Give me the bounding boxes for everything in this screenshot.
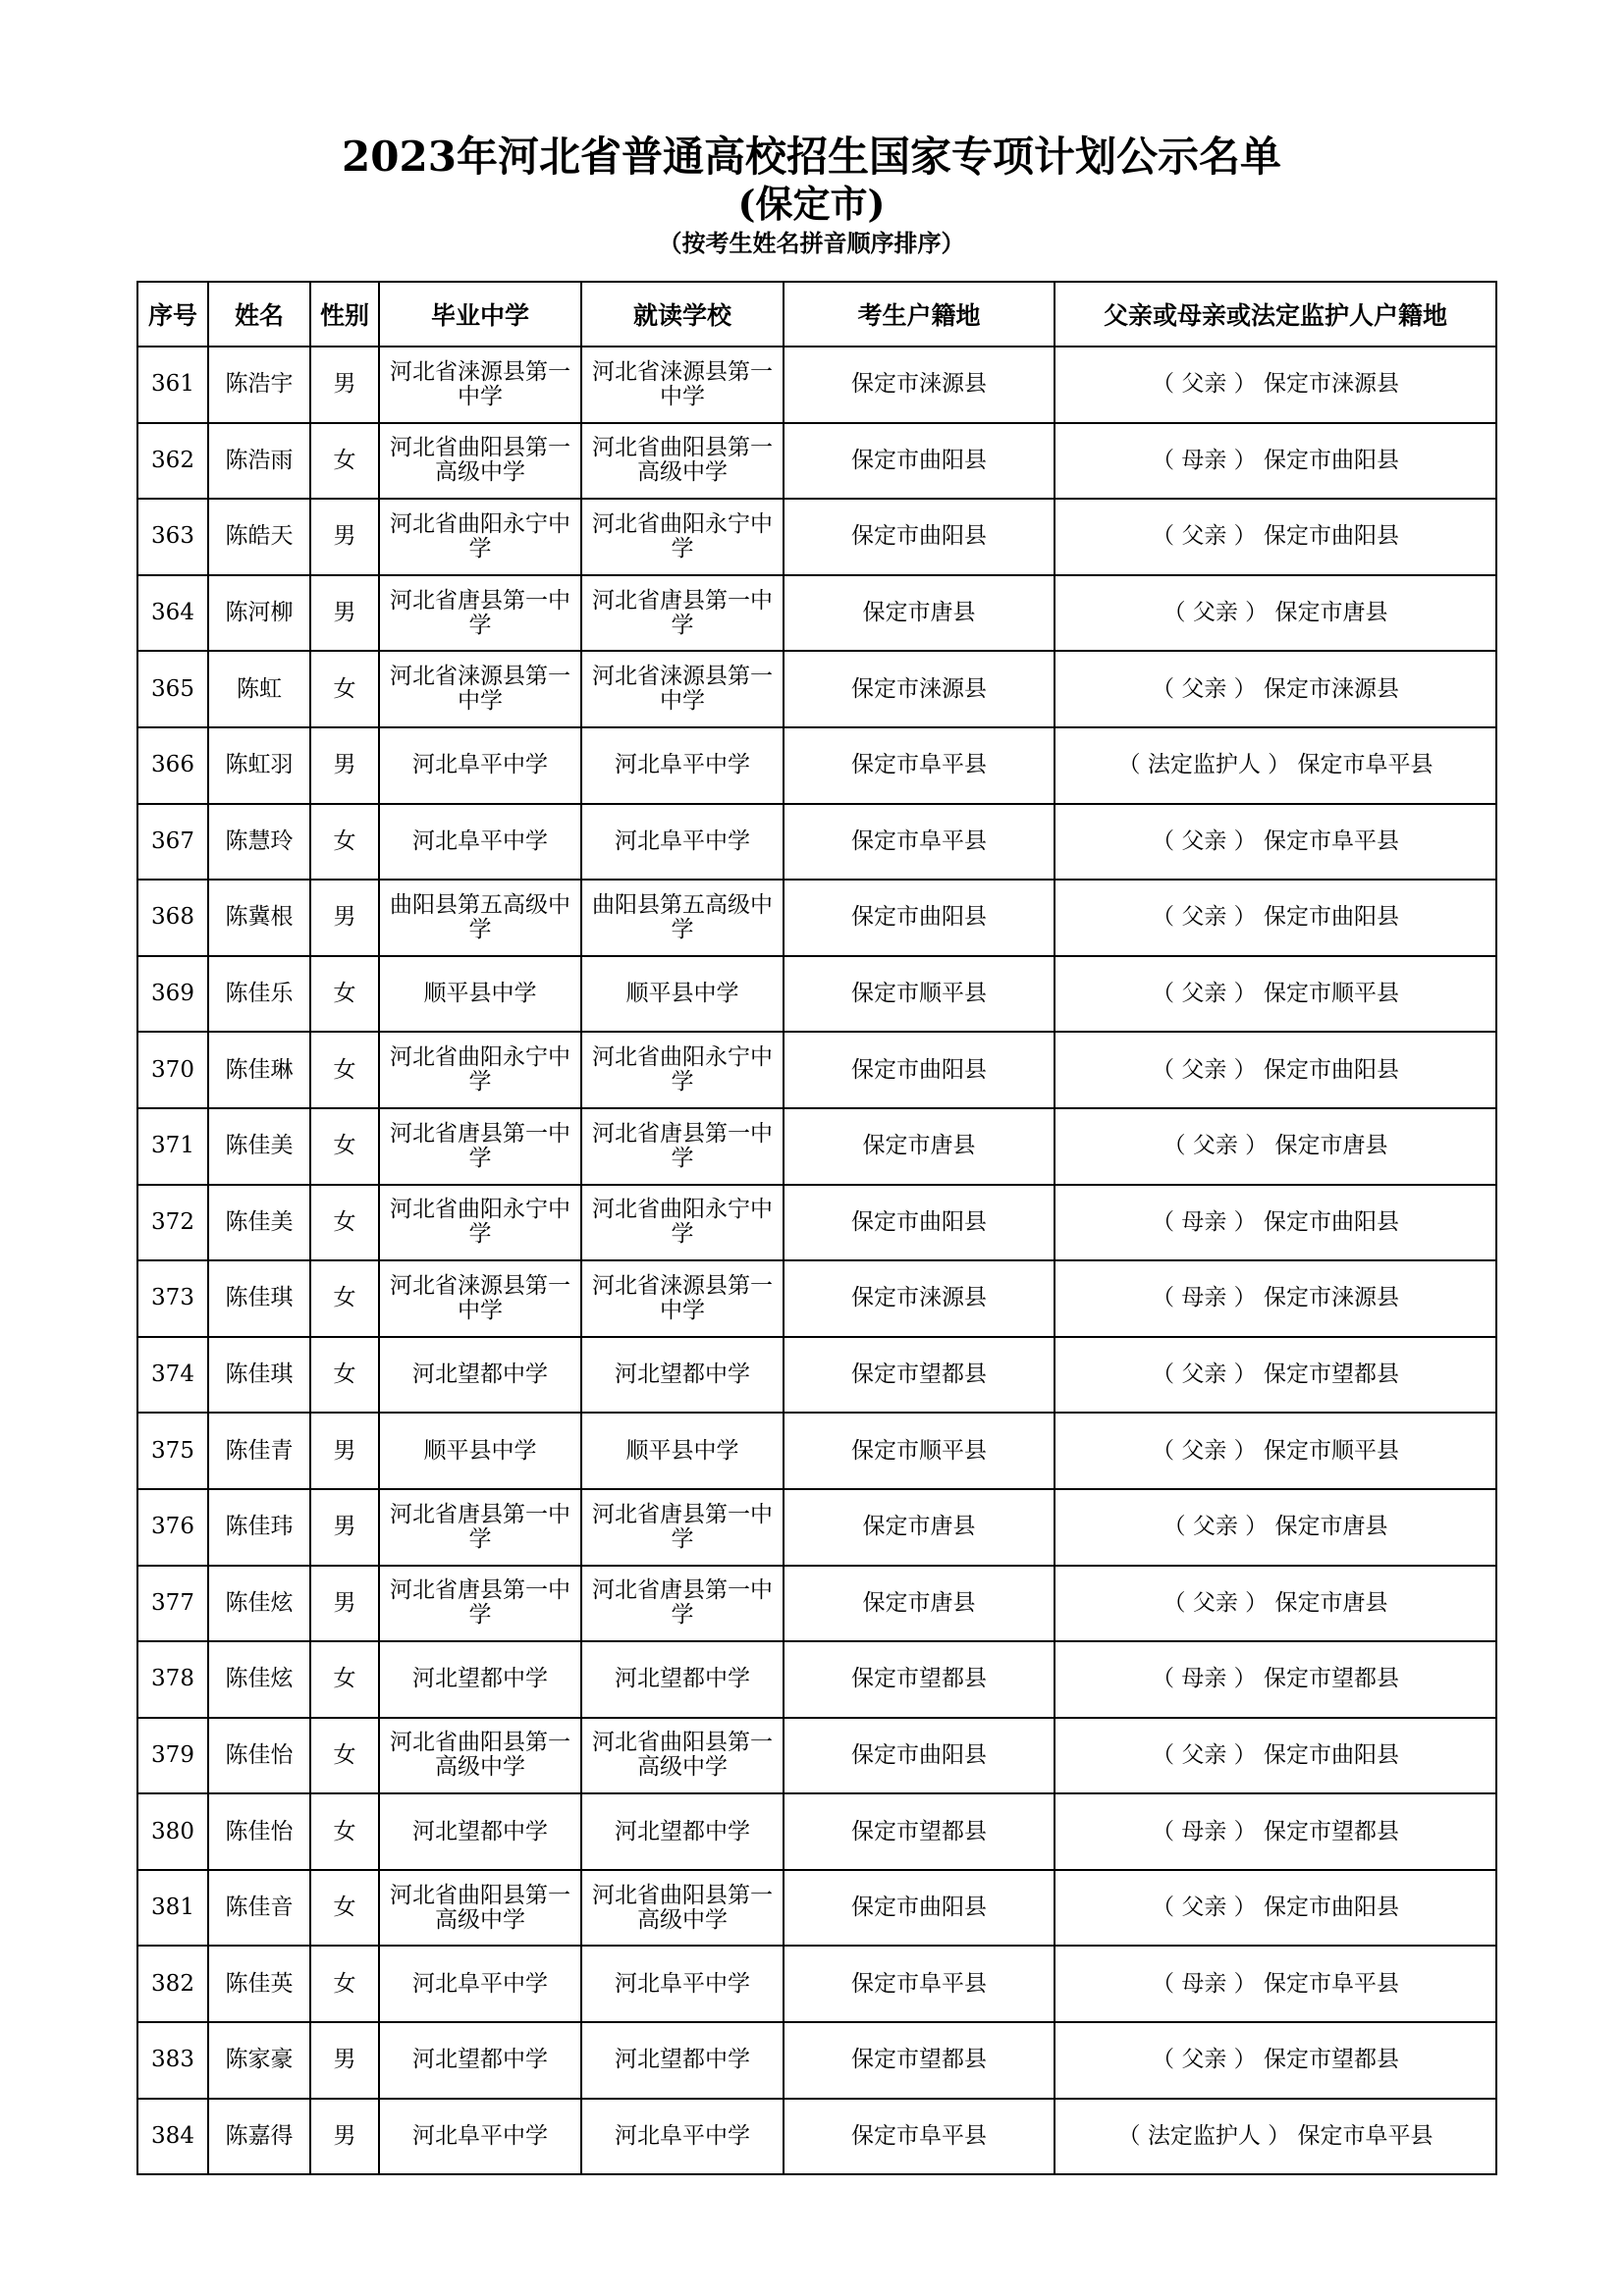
cell-serial: 379: [137, 1718, 208, 1794]
cell-graduation-school: 河北阜平中学: [379, 727, 581, 804]
cell-gender: 女: [310, 651, 379, 727]
table-row: [137, 1641, 1496, 1718]
cell-name: 陈佳玮: [208, 1489, 310, 1566]
cell-current-school: 曲阳县第五高级中学: [581, 880, 784, 956]
cell-guardian-hukou: （ 母亲 ） 保定市曲阳县: [1055, 423, 1496, 500]
cell-graduation-school: 河北省涞源县第一中学: [379, 347, 581, 423]
cell-gender: 男: [310, 575, 379, 652]
cell-serial: 373: [137, 1260, 208, 1337]
table-row: [137, 347, 1496, 423]
cell-serial: 371: [137, 1108, 208, 1185]
table-row: [137, 880, 1496, 956]
cell-guardian-hukou: （ 父亲 ） 保定市顺平县: [1055, 956, 1496, 1033]
cell-name: 陈冀根: [208, 880, 310, 956]
cell-student-hukou: 保定市望都县: [784, 1641, 1055, 1718]
cell-serial: 375: [137, 1413, 208, 1489]
cell-name: 陈佳怡: [208, 1793, 310, 1870]
cell-serial: 370: [137, 1032, 208, 1108]
cell-gender: 女: [310, 423, 379, 500]
table-row: [137, 1108, 1496, 1185]
cell-guardian-hukou: （ 父亲 ） 保定市涞源县: [1055, 347, 1496, 423]
cell-graduation-school: 河北省唐县第一中学: [379, 1566, 581, 1642]
cell-name: 陈佳乐: [208, 956, 310, 1033]
cell-current-school: 河北省唐县第一中学: [581, 1566, 784, 1642]
cell-name: 陈浩宇: [208, 347, 310, 423]
cell-graduation-school: 河北省涞源县第一中学: [379, 1260, 581, 1337]
cell-serial: 362: [137, 423, 208, 500]
roster-table: [136, 281, 1497, 2175]
cell-serial: 366: [137, 727, 208, 804]
cell-gender: 男: [310, 880, 379, 956]
header-guardian-hukou: 父亲或母亲或法定监护人户籍地: [1055, 282, 1496, 347]
table-row: [137, 1032, 1496, 1108]
cell-current-school: 河北阜平中学: [581, 727, 784, 804]
cell-current-school: 河北阜平中学: [581, 1946, 784, 2022]
cell-graduation-school: 河北省曲阳县第一高级中学: [379, 423, 581, 500]
cell-student-hukou: 保定市顺平县: [784, 1413, 1055, 1489]
cell-guardian-hukou: （ 母亲 ） 保定市涞源县: [1055, 1260, 1496, 1337]
table-row: [137, 575, 1496, 652]
cell-graduation-school: 河北省唐县第一中学: [379, 1108, 581, 1185]
cell-student-hukou: 保定市曲阳县: [784, 880, 1055, 956]
cell-gender: 女: [310, 1870, 379, 1947]
cell-student-hukou: 保定市曲阳县: [784, 1032, 1055, 1108]
cell-serial: 383: [137, 2022, 208, 2099]
table-row: [137, 2022, 1496, 2099]
table-row: [137, 499, 1496, 575]
cell-name: 陈嘉得: [208, 2099, 310, 2175]
cell-graduation-school: 河北省唐县第一中学: [379, 575, 581, 652]
cell-name: 陈佳美: [208, 1108, 310, 1185]
header-serial: 序号: [137, 282, 208, 347]
cell-gender: 女: [310, 1260, 379, 1337]
cell-name: 陈佳琳: [208, 1032, 310, 1108]
cell-graduation-school: 河北省曲阳县第一高级中学: [379, 1870, 581, 1947]
cell-serial: 381: [137, 1870, 208, 1947]
table-row: [137, 727, 1496, 804]
cell-current-school: 河北省涞源县第一中学: [581, 1260, 784, 1337]
table-row: [137, 1870, 1496, 1947]
cell-graduation-school: 河北省曲阳永宁中学: [379, 499, 581, 575]
cell-guardian-hukou: （ 父亲 ） 保定市望都县: [1055, 2022, 1496, 2099]
cell-graduation-school: 河北望都中学: [379, 2022, 581, 2099]
cell-graduation-school: 曲阳县第五高级中学: [379, 880, 581, 956]
table-row: [137, 1718, 1496, 1794]
cell-guardian-hukou: （ 父亲 ） 保定市唐县: [1055, 575, 1496, 652]
cell-serial: 365: [137, 651, 208, 727]
cell-serial: 374: [137, 1337, 208, 1414]
cell-serial: 363: [137, 499, 208, 575]
document-title: 2023年河北省普通高校招生国家专项计划公示名单: [342, 133, 1281, 181]
cell-graduation-school: 顺平县中学: [379, 956, 581, 1033]
header-name: 姓名: [208, 282, 310, 347]
cell-guardian-hukou: （ 父亲 ） 保定市望都县: [1055, 1337, 1496, 1414]
cell-name: 陈河柳: [208, 575, 310, 652]
cell-current-school: 河北望都中学: [581, 2022, 784, 2099]
cell-student-hukou: 保定市曲阳县: [784, 499, 1055, 575]
cell-graduation-school: 河北望都中学: [379, 1641, 581, 1718]
table-body: [137, 347, 1496, 2174]
cell-current-school: 河北省唐县第一中学: [581, 1489, 784, 1566]
table-row: [137, 1946, 1496, 2022]
cell-guardian-hukou: （ 父亲 ） 保定市曲阳县: [1055, 1032, 1496, 1108]
table-row: [137, 1185, 1496, 1261]
cell-serial: 368: [137, 880, 208, 956]
cell-gender: 女: [310, 1108, 379, 1185]
cell-gender: 男: [310, 727, 379, 804]
cell-guardian-hukou: （ 法定监护人 ） 保定市阜平县: [1055, 727, 1496, 804]
cell-current-school: 河北望都中学: [581, 1641, 784, 1718]
cell-student-hukou: 保定市曲阳县: [784, 1870, 1055, 1947]
cell-guardian-hukou: （ 父亲 ） 保定市曲阳县: [1055, 1718, 1496, 1794]
cell-gender: 男: [310, 347, 379, 423]
cell-student-hukou: 保定市唐县: [784, 1108, 1055, 1185]
cell-name: 陈家豪: [208, 2022, 310, 2099]
cell-current-school: 河北省曲阳县第一高级中学: [581, 1870, 784, 1947]
cell-serial: 372: [137, 1185, 208, 1261]
cell-serial: 361: [137, 347, 208, 423]
cell-name: 陈慧玲: [208, 804, 310, 881]
cell-name: 陈虹: [208, 651, 310, 727]
cell-graduation-school: 河北望都中学: [379, 1337, 581, 1414]
cell-current-school: 河北省涞源县第一中学: [581, 651, 784, 727]
cell-gender: 男: [310, 499, 379, 575]
cell-serial: 367: [137, 804, 208, 881]
cell-student-hukou: 保定市阜平县: [784, 727, 1055, 804]
cell-guardian-hukou: （ 母亲 ） 保定市曲阳县: [1055, 1185, 1496, 1261]
cell-guardian-hukou: （ 母亲 ） 保定市望都县: [1055, 1793, 1496, 1870]
cell-gender: 女: [310, 956, 379, 1033]
cell-gender: 女: [310, 804, 379, 881]
cell-name: 陈浩雨: [208, 423, 310, 500]
cell-name: 陈佳音: [208, 1870, 310, 1947]
cell-guardian-hukou: （ 父亲 ） 保定市涞源县: [1055, 651, 1496, 727]
cell-guardian-hukou: （ 父亲 ） 保定市曲阳县: [1055, 880, 1496, 956]
cell-serial: 378: [137, 1641, 208, 1718]
cell-graduation-school: 河北望都中学: [379, 1793, 581, 1870]
cell-gender: 男: [310, 1489, 379, 1566]
cell-guardian-hukou: （ 父亲 ） 保定市顺平县: [1055, 1413, 1496, 1489]
cell-student-hukou: 保定市涞源县: [784, 1260, 1055, 1337]
cell-gender: 女: [310, 1946, 379, 2022]
table-row: [137, 1413, 1496, 1489]
cell-gender: 女: [310, 1641, 379, 1718]
cell-name: 陈佳琪: [208, 1337, 310, 1414]
cell-current-school: 河北阜平中学: [581, 804, 784, 881]
cell-guardian-hukou: （ 父亲 ） 保定市唐县: [1055, 1108, 1496, 1185]
cell-current-school: 河北省曲阳永宁中学: [581, 1185, 784, 1261]
header-graduation-school: 毕业中学: [379, 282, 581, 347]
cell-guardian-hukou: （ 父亲 ） 保定市阜平县: [1055, 804, 1496, 881]
cell-current-school: 河北省唐县第一中学: [581, 1108, 784, 1185]
header-student-hukou: 考生户籍地: [784, 282, 1055, 347]
cell-name: 陈虹羽: [208, 727, 310, 804]
table-row: [137, 2099, 1496, 2175]
cell-serial: 376: [137, 1489, 208, 1566]
cell-name: 陈佳炫: [208, 1566, 310, 1642]
cell-serial: 384: [137, 2099, 208, 2175]
cell-graduation-school: 河北省曲阳永宁中学: [379, 1032, 581, 1108]
cell-name: 陈佳炫: [208, 1641, 310, 1718]
cell-current-school: 顺平县中学: [581, 956, 784, 1033]
cell-gender: 女: [310, 1032, 379, 1108]
cell-gender: 男: [310, 1566, 379, 1642]
cell-student-hukou: 保定市唐县: [784, 575, 1055, 652]
cell-gender: 女: [310, 1337, 379, 1414]
cell-guardian-hukou: （ 法定监护人 ） 保定市阜平县: [1055, 2099, 1496, 2175]
cell-current-school: 河北省曲阳永宁中学: [581, 1032, 784, 1108]
cell-serial: 377: [137, 1566, 208, 1642]
table-row: [137, 1337, 1496, 1414]
cell-graduation-school: 河北阜平中学: [379, 804, 581, 881]
cell-student-hukou: 保定市阜平县: [784, 804, 1055, 881]
cell-serial: 364: [137, 575, 208, 652]
cell-gender: 女: [310, 1185, 379, 1261]
cell-name: 陈佳怡: [208, 1718, 310, 1794]
cell-current-school: 河北省涞源县第一中学: [581, 347, 784, 423]
cell-student-hukou: 保定市涞源县: [784, 651, 1055, 727]
cell-serial: 382: [137, 1946, 208, 2022]
cell-student-hukou: 保定市曲阳县: [784, 1718, 1055, 1794]
cell-guardian-hukou: （ 父亲 ） 保定市曲阳县: [1055, 1870, 1496, 1947]
cell-guardian-hukou: （ 父亲 ） 保定市唐县: [1055, 1566, 1496, 1642]
cell-current-school: 河北省曲阳县第一高级中学: [581, 423, 784, 500]
table-row: [137, 804, 1496, 881]
cell-current-school: 河北省曲阳县第一高级中学: [581, 1718, 784, 1794]
cell-graduation-school: 河北省唐县第一中学: [379, 1489, 581, 1566]
cell-student-hukou: 保定市望都县: [784, 1793, 1055, 1870]
cell-student-hukou: 保定市顺平县: [784, 956, 1055, 1033]
table-row: [137, 1260, 1496, 1337]
table-row: [137, 423, 1496, 500]
cell-guardian-hukou: （ 父亲 ） 保定市曲阳县: [1055, 499, 1496, 575]
cell-student-hukou: 保定市唐县: [784, 1489, 1055, 1566]
cell-name: 陈佳琪: [208, 1260, 310, 1337]
cell-graduation-school: 河北省涞源县第一中学: [379, 651, 581, 727]
cell-graduation-school: 顺平县中学: [379, 1413, 581, 1489]
cell-gender: 男: [310, 1413, 379, 1489]
cell-gender: 女: [310, 1718, 379, 1794]
cell-current-school: 河北省曲阳永宁中学: [581, 499, 784, 575]
cell-current-school: 河北望都中学: [581, 1793, 784, 1870]
cell-student-hukou: 保定市唐县: [784, 1566, 1055, 1642]
cell-serial: 369: [137, 956, 208, 1033]
cell-student-hukou: 保定市涞源县: [784, 347, 1055, 423]
cell-current-school: 河北望都中学: [581, 1337, 784, 1414]
table-row: [137, 1566, 1496, 1642]
cell-name: 陈皓天: [208, 499, 310, 575]
cell-student-hukou: 保定市曲阳县: [784, 1185, 1055, 1261]
table-row: [137, 956, 1496, 1033]
cell-student-hukou: 保定市曲阳县: [784, 423, 1055, 500]
cell-current-school: 河北阜平中学: [581, 2099, 784, 2175]
table-row: [137, 651, 1496, 727]
cell-student-hukou: 保定市望都县: [784, 2022, 1055, 2099]
table-header-row: [137, 282, 1496, 347]
cell-guardian-hukou: （ 母亲 ） 保定市阜平县: [1055, 1946, 1496, 2022]
cell-graduation-school: 河北阜平中学: [379, 1946, 581, 2022]
cell-serial: 380: [137, 1793, 208, 1870]
cell-name: 陈佳青: [208, 1413, 310, 1489]
cell-gender: 女: [310, 1793, 379, 1870]
cell-guardian-hukou: （ 父亲 ） 保定市唐县: [1055, 1489, 1496, 1566]
cell-current-school: 顺平县中学: [581, 1413, 784, 1489]
cell-graduation-school: 河北省曲阳永宁中学: [379, 1185, 581, 1261]
sort-note: （按考生姓名拼音顺序排序）: [658, 229, 965, 257]
header-current-school: 就读学校: [581, 282, 784, 347]
cell-student-hukou: 保定市阜平县: [784, 2099, 1055, 2175]
cell-student-hukou: 保定市望都县: [784, 1337, 1055, 1414]
cell-guardian-hukou: （ 母亲 ） 保定市望都县: [1055, 1641, 1496, 1718]
header-gender: 性别: [310, 282, 379, 347]
cell-gender: 男: [310, 2022, 379, 2099]
table-row: [137, 1489, 1496, 1566]
cell-name: 陈佳美: [208, 1185, 310, 1261]
cell-gender: 男: [310, 2099, 379, 2175]
cell-student-hukou: 保定市阜平县: [784, 1946, 1055, 2022]
cell-graduation-school: 河北阜平中学: [379, 2099, 581, 2175]
cell-name: 陈佳英: [208, 1946, 310, 2022]
cell-graduation-school: 河北省曲阳县第一高级中学: [379, 1718, 581, 1794]
document-subtitle: (保定市): [737, 182, 886, 226]
cell-current-school: 河北省唐县第一中学: [581, 575, 784, 652]
table-row: [137, 1793, 1496, 1870]
